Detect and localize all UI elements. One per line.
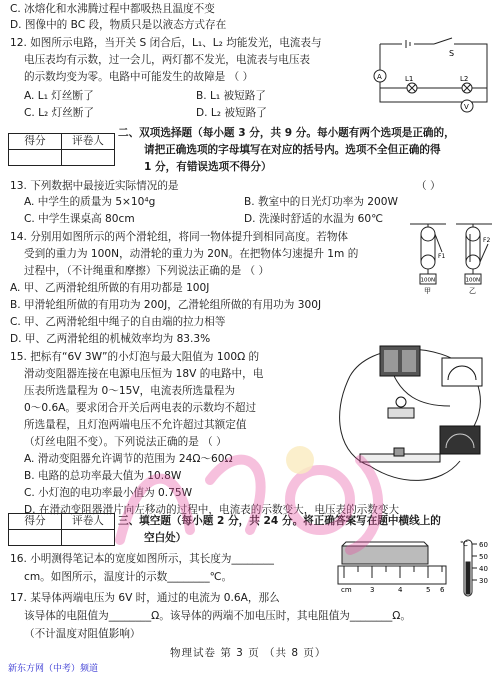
ruler-tick-5: 5 <box>426 586 431 594</box>
thermo-tick-50: 50 <box>479 553 488 561</box>
pulley-label-f2: F2 <box>483 237 491 244</box>
watermark-graphic <box>100 420 400 570</box>
pulley-label-jia: 甲 <box>424 287 431 294</box>
grader-cell[interactable] <box>62 150 115 166</box>
section2-desc-1: 请把正确选项的字母填写在对应的括号内。选项不全但正确的得 <box>144 144 441 156</box>
q15-option-d: D. 在滑动变阻器滑片向左移动的过程中，电流表的示数变大，电压表的示数变大 <box>24 504 400 516</box>
q15-stem-1: 15. 把标有“6V 3W”的小灯泡与最大阻值为 100Ω 的 <box>10 351 260 363</box>
q15-stem-6: （灯丝电阻不变）。下列说法正确的是 （ ） <box>24 436 227 448</box>
score-cell[interactable] <box>9 150 62 166</box>
q12-option-c: C. L₂ 灯丝断了 <box>24 107 95 119</box>
ruler-tick-4: 4 <box>398 586 403 594</box>
score-table-sec2 <box>8 133 115 166</box>
circuit-label-a: A <box>377 73 382 81</box>
thermo-tick-40: 40 <box>479 565 488 573</box>
section2-title: 二、双项选择题（每小题 3 分，共 9 分。每小题有两个选项是正确的， <box>118 127 455 139</box>
ruler-tick-3: 3 <box>370 586 375 594</box>
grader-label: 评卷人 <box>62 134 115 150</box>
q13-option-a: A. 中学生的质量为 5×10⁴g <box>24 196 156 208</box>
source-link[interactable]: 新东方网（中考）频道 <box>8 664 99 674</box>
q14-stem-1: 14. 分别用如图所示的两个滑轮组，将同一物体提升到相同高度。若物体 <box>10 231 349 243</box>
pulley-label-weight-1: 100N <box>420 277 436 284</box>
q12-stem-2: 电压表均有示数，过一会儿，两灯都不发光，电流表与电压表 <box>24 54 311 66</box>
q15-stem-2: 滑动变阻器连接在电源电压恒为 18V 的电路中，电 <box>24 368 264 380</box>
q13-stem: 13. 下列数据中最接近实际情况的是 <box>10 180 179 192</box>
q13-answer-bracket[interactable]: （ ） <box>416 180 441 192</box>
q12-stem-1: 12. 如图所示电路，当开关 S 闭合后，L₁、L₂ 均能发光，电流表与 <box>10 37 322 49</box>
circuit-label-l1: L1 <box>405 75 414 83</box>
grader-label: 评卷人 <box>62 514 115 530</box>
pulley-label-yi: 乙 <box>469 287 476 294</box>
q17-stem-3: （不计温度对阻值影响） <box>24 628 141 640</box>
q13-option-d: D. 洗澡时舒适的水温为 60℃ <box>244 213 383 225</box>
q15-option-a: A. 滑动变阻器允许调节的范围为 24Ω～60Ω <box>24 453 233 465</box>
q15-option-c: C. 小灯泡的电功率最小值为 0.75W <box>24 487 193 499</box>
q12-option-b: B. L₁ 被短路了 <box>196 90 266 102</box>
pulley-diagram <box>408 222 494 294</box>
q14-option-a: A. 甲、乙两滑轮组所做的有用功都是 100J <box>10 282 210 294</box>
q13-option-b: B. 教室中的日光灯功率为 200W <box>244 196 399 208</box>
q11-option-d: D. 图像中的 BC 段，物质只是以液态方式存在 <box>10 19 227 31</box>
page-footer: 物理试卷 第 3 页 （共 8 页） <box>170 647 327 659</box>
q15-stem-3: 压表所选量程为 0～15V，电流表所选量程为 <box>24 385 235 397</box>
circuit-label-s: S <box>449 49 455 58</box>
circuit-label-v: V <box>464 103 469 111</box>
score-label: 得分 <box>9 134 62 150</box>
thermo-unit: ℃ <box>460 540 468 548</box>
q12-option-d: D. L₂ 被短路了 <box>196 107 267 119</box>
q17-stem-1: 17. 某导体两端电压为 6V 时，通过的电流为 0.6A，那么 <box>10 592 280 604</box>
q11-option-c: C. 冰熔化和水沸腾过程中都吸热且温度不变 <box>10 3 215 15</box>
pulley-label-weight-2: 100N <box>465 277 481 284</box>
q15-stem-4: 0～0.6A。要求闭合开关后两电表的示数均不超过 <box>24 402 257 414</box>
ruler-unit: cm <box>341 586 352 594</box>
q15-option-b: B. 电路的总功率最大值为 10.8W <box>24 470 182 482</box>
circuit-diagram <box>372 36 492 116</box>
q12-option-a: A. L₁ 灯丝断了 <box>24 90 94 102</box>
q15-stem-5: 所选量程，且灯泡两端电压不允许超过其额定值 <box>24 419 247 431</box>
score-label: 得分 <box>9 514 62 530</box>
q13-option-c: C. 中学生课桌高 80cm <box>24 213 135 225</box>
q14-option-c: C. 甲、乙两滑轮组中绳子的自由端的拉力相等 <box>10 316 226 328</box>
score-cell[interactable] <box>9 530 62 546</box>
q17-stem-2: 该导体的电阻值为________Ω。该导体的两端不加电压时，其电阻值为________Ω。 <box>24 610 411 622</box>
section2-desc-2: 1 分，有错误选项不得分） <box>144 161 272 173</box>
pulley-label-f1: F1 <box>438 253 446 260</box>
score-table-sec3 <box>8 513 115 546</box>
q14-option-b: B. 甲滑轮组所做的有用功为 200J，乙滑轮组所做的有用功为 300J <box>10 299 322 311</box>
thermo-tick-30: 30 <box>479 577 488 585</box>
q14-stem-3: 过程中，（不计绳重和摩擦）下列说法正确的是 （ ） <box>24 265 270 277</box>
q16-stem-2: cm。如图所示，温度计的示数________℃。 <box>24 571 233 583</box>
ruler-tick-6: 6 <box>440 586 445 594</box>
q14-stem-2: 受到的重力为 100N，动滑轮的重力为 20N。在把物体匀速提升 1m 的 <box>24 248 359 260</box>
section3-desc: 空白处） <box>144 532 187 544</box>
q14-option-d: D. 甲、乙两滑轮组的机械效率均为 83.3% <box>10 333 211 345</box>
thermo-tick-60: 60 <box>479 541 488 549</box>
q16-stem-1: 16. 小明测得笔记本的宽度如图所示，其长度为________ <box>10 553 274 565</box>
circuit-label-l2: L2 <box>460 75 469 83</box>
q12-stem-3: 的示数均变为零。电路中可能发生的故障是 （ ） <box>24 71 254 83</box>
section3-title: 三、填空题（每小题 2 分，共 24 分。将正确答案写在题中横线上的 <box>118 515 441 527</box>
